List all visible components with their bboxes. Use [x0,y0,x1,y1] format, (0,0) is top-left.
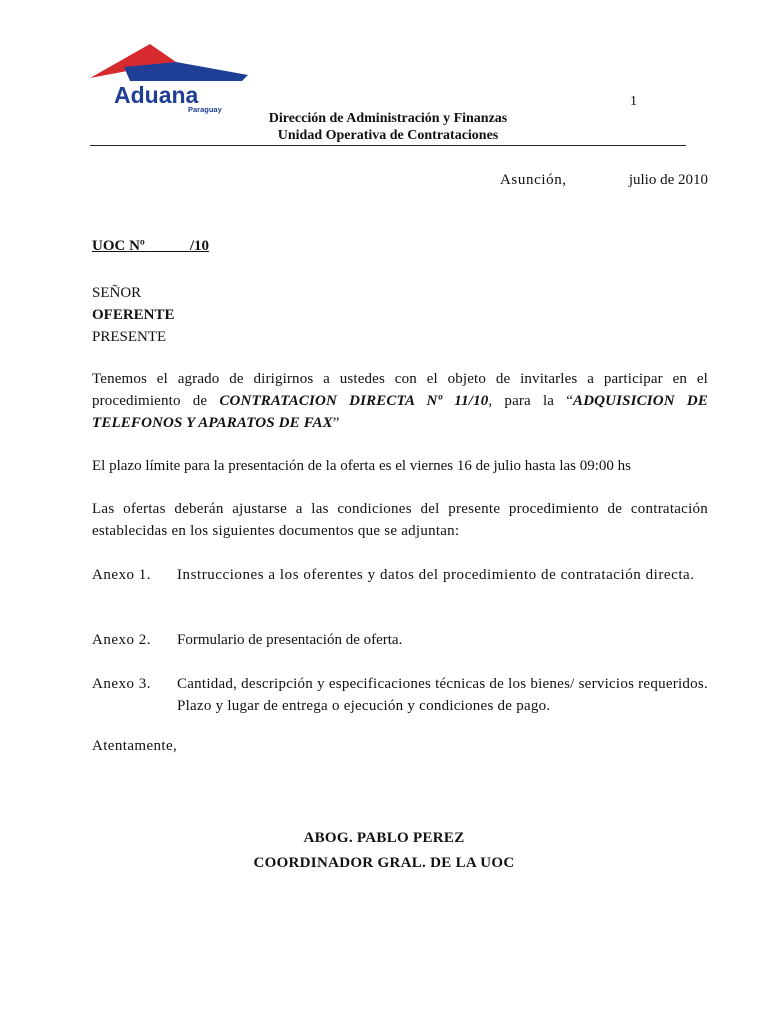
invitation-paragraph [92,368,708,434]
date-city: Asunción, [500,172,567,188]
reference-suffix: /10 [189,238,210,254]
addressee-title: SEÑOR [92,285,142,301]
closing-salutation: Atentamente, [92,738,178,754]
addressee-name: OFERENTE [92,307,175,323]
annex-label: Anexo 2. [92,632,151,648]
date-line [500,172,708,189]
annex-text: Formulario de presentación de oferta. [177,632,403,648]
date-month-year: julio de 2010 [628,172,708,188]
annex-item [92,564,708,586]
annex-label: Anexo 1. [92,567,151,583]
annex-text: Instrucciones a los oferentes y datos del procedimiento de contratación directa. [177,567,695,583]
aduana-logo-graphic [90,42,250,114]
annex-item [92,629,708,651]
page-number: 1 [630,94,637,109]
reference-number [92,238,209,255]
letterhead [90,110,686,144]
letterhead-rule [90,145,686,146]
annex-label: Anexo 3. [92,676,151,692]
invitation-text: Tenemos el agrado de dirigirnos a ustedes con el objeto de invitarles a participar en el procedimiento de [92,371,708,409]
aduana-logo [90,42,250,114]
signature-block [92,826,676,876]
closing-quote: ” [332,415,340,431]
addressee-presente: PRESENTE [92,329,167,345]
signatory-name: ABOG. PABLO PEREZ [303,830,465,846]
procedure-name: CONTRATACION DIRECTA Nº 11/10 [219,393,489,409]
letterhead-unit: Unidad Operativa de Contrataciones [277,128,499,143]
acquisition-subject: ADQUISICION DE TELEFONOS Y APARATOS DE FAX [92,393,708,431]
reference-label: UOC Nº [92,238,145,254]
annex-item [92,673,708,717]
conditions-paragraph: Las ofertas deberán ajustarse a las condiciones del presente procedimiento de contratación establecidas en los siguientes documentos que se adjuntan: [92,501,708,539]
logo-brand: Aduana [114,82,199,108]
invitation-connector: , para la “ [488,393,574,409]
signatory-title: COORDINADOR GRAL. DE LA UOC [253,855,515,871]
deadline-paragraph: El plazo límite para la presentación de la oferta es el viernes 16 de julio hasta las 09:00 hs [92,458,631,474]
letterhead-department: Dirección de Administración y Finanzas [268,111,508,126]
logo-country: Paraguay [188,105,222,114]
annex-text: Cantidad, descripción y especificaciones técnicas de los bienes/ servicios requeridos. Plazo y lugar de entrega o ejecución y condiciones de pago. [177,676,708,714]
addressee-block [92,282,175,348]
